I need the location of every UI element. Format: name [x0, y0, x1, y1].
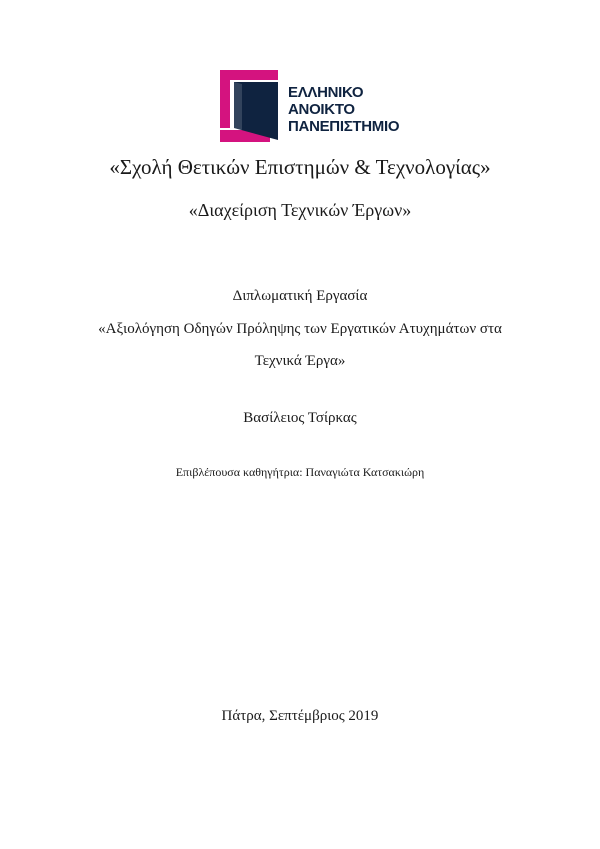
supervisor-line: [0, 465, 600, 480]
thesis-title-line-1: «Αξιολόγηση Οδηγών Πρόληψης των Εργατικών Ατυχημάτων στα: [98, 321, 502, 337]
school-name: «Σχολή Θετικών Επιστημών & Τεχνολογίας»: [109, 155, 491, 179]
author-name: Βασίλειος Τσίρκας: [243, 410, 357, 426]
logo-line-1: ΕΛΛΗΝΙΚΟ: [288, 84, 364, 101]
program-name: «Διαχείριση Τεχνικών Έργων»: [188, 200, 412, 220]
university-logo: [220, 70, 410, 144]
logo-line-3: ΠΑΝΕΠΙΣΤΗΜΙΟ: [288, 118, 400, 135]
place-date: Πάτρα, Σεπτέμβριος 2019: [221, 708, 379, 724]
document-type: Διπλωματική Εργασία: [232, 288, 368, 304]
supervisor-label: Επιβλέπουσα καθηγήτρια:: [175, 465, 303, 479]
supervisor-name: Παναγιώτα Κατσακιώρη: [305, 465, 425, 479]
eap-logo-icon: [220, 70, 282, 144]
logo-wordmark: [288, 84, 412, 135]
thesis-title-line-2: Τεχνικά Έργα»: [254, 353, 346, 369]
logo-line-2: ΑΝΟΙΚΤΟ: [288, 101, 355, 118]
